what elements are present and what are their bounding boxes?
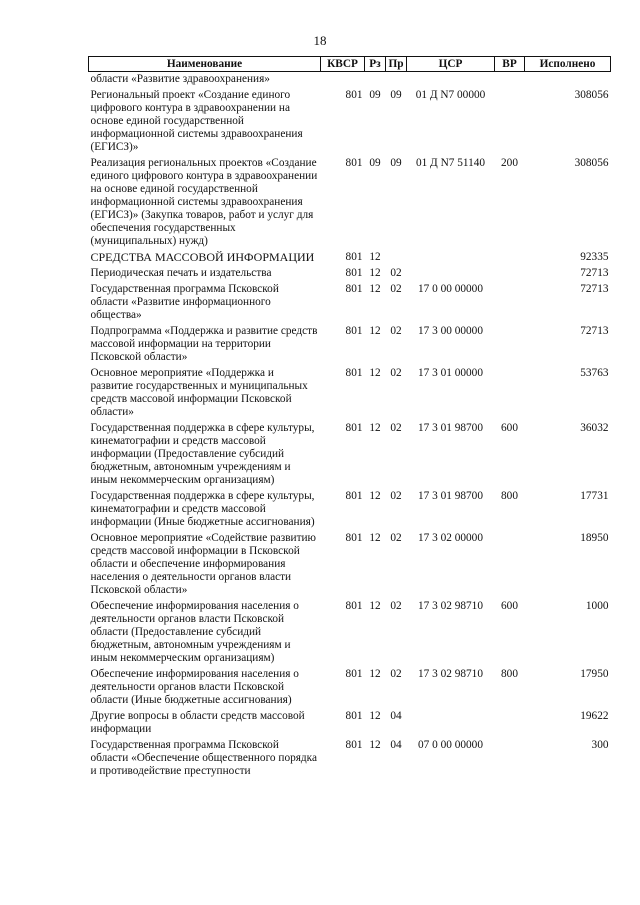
cell-pr: 02 xyxy=(390,668,402,680)
cell-kvsr: 801 xyxy=(345,89,363,101)
cell-executed: 18950 xyxy=(580,532,609,544)
cell-executed: 308056 xyxy=(574,89,609,101)
table-row xyxy=(89,366,611,421)
cell-executed: 92335 xyxy=(580,251,609,263)
table-row xyxy=(89,738,611,780)
cell-csr xyxy=(407,266,495,282)
cell-rz: 12 xyxy=(369,367,381,379)
cell-csr: 17 3 01 00000 xyxy=(418,367,483,379)
cell-vr xyxy=(495,738,525,780)
cell-pr xyxy=(386,250,407,266)
cell-name: Периодическая печать и издательства xyxy=(90,267,272,279)
table-row xyxy=(89,266,611,282)
cell-pr: 02 xyxy=(390,325,402,337)
table-row xyxy=(89,489,611,531)
cell-rz: 12 xyxy=(369,532,381,544)
budget-table xyxy=(88,56,611,780)
cell-csr: 17 3 02 00000 xyxy=(418,532,483,544)
cell-name: Реализация региональных проектов «Создание единого цифрового контура в здравоохранении на основе единой государственной информационной системы здравоохранения (ЕГИСЗ)» (Закупка товаров, работ и услуг для обеспечения государственных (муниципальных) нужд) xyxy=(90,157,318,247)
cell-kvsr: 801 xyxy=(345,532,363,544)
table-row xyxy=(89,599,611,667)
cell-kvsr: 801 xyxy=(345,710,363,722)
cell-kvsr: 801 xyxy=(345,600,363,612)
cell-executed: 300 xyxy=(591,739,609,751)
header-csr: ЦСР xyxy=(407,57,495,72)
cell-rz: 12 xyxy=(369,490,381,502)
cell-name: СРЕДСТВА МАССОВОЙ ИНФОРМАЦИИ xyxy=(90,250,315,264)
cell-name: Обеспечение информирования населения о деятельности органов власти Псковской области (Предоставление субсидий бюджетным, автономным учреждениям и иным некоммерческим организациям) xyxy=(90,600,299,664)
cell-vr xyxy=(495,88,525,156)
table-row xyxy=(89,88,611,156)
cell-rz: 12 xyxy=(369,251,381,263)
header-pr: Пр xyxy=(386,57,407,72)
header-executed: Исполнено xyxy=(525,57,611,72)
cell-csr: 17 3 01 98700 xyxy=(418,490,483,502)
cell-pr: 02 xyxy=(390,283,402,295)
cell-name: области «Развитие здравоохранения» xyxy=(90,73,270,85)
cell-name: Региональный проект «Создание единого цифрового контура в здравоохранении на основе единой государственной информационной системы здравоохранения (ЕГИСЗ)» xyxy=(90,89,303,153)
cell-pr: 09 xyxy=(390,157,402,169)
cell-executed: 17731 xyxy=(580,490,609,502)
table-row xyxy=(89,156,611,250)
cell-rz xyxy=(365,72,386,89)
cell-pr: 04 xyxy=(390,739,402,751)
cell-kvsr: 801 xyxy=(345,422,363,434)
cell-executed: 19622 xyxy=(580,710,609,722)
cell-vr xyxy=(495,250,525,266)
cell-executed: 72713 xyxy=(580,267,609,279)
table-row xyxy=(89,282,611,324)
table-row xyxy=(89,324,611,366)
cell-pr: 02 xyxy=(390,532,402,544)
cell-csr: 17 0 00 00000 xyxy=(418,283,483,295)
cell-kvsr xyxy=(321,72,365,89)
cell-csr xyxy=(407,250,495,266)
cell-rz: 12 xyxy=(369,710,381,722)
cell-kvsr: 801 xyxy=(345,283,363,295)
cell-name: Государственная программа Псковской области «Развитие информационного общества» xyxy=(90,283,279,321)
cell-name: Основное мероприятие «Поддержка и развитие государственных и муниципальных средств массовой информации Псковской области» xyxy=(90,367,308,418)
cell-executed: 72713 xyxy=(580,283,609,295)
cell-name: Государственная поддержка в сфере культуры, кинематографии и средств массовой информации (Иные бюджетные ассигнования) xyxy=(90,490,315,528)
cell-executed: 72713 xyxy=(580,325,609,337)
header-vr: ВР xyxy=(495,57,525,72)
table-row xyxy=(89,667,611,709)
table-row xyxy=(89,72,611,89)
cell-name: Другие вопросы в области средств массовой информации xyxy=(90,710,305,735)
header-rz: Рз xyxy=(365,57,386,72)
cell-pr: 02 xyxy=(390,600,402,612)
cell-vr xyxy=(495,324,525,366)
header-name: Наименование xyxy=(89,57,321,72)
cell-csr: 17 3 00 00000 xyxy=(418,325,483,337)
cell-rz: 09 xyxy=(369,157,381,169)
cell-name: Государственная программа Псковской области «Обеспечение общественного порядка и противодействие преступности xyxy=(90,739,318,777)
cell-vr: 600 xyxy=(501,422,518,434)
cell-pr: 04 xyxy=(390,710,402,722)
cell-pr: 02 xyxy=(390,490,402,502)
cell-vr: 800 xyxy=(501,668,518,680)
cell-kvsr: 801 xyxy=(345,325,363,337)
cell-name: Государственная поддержка в сфере культуры, кинематографии и средств массовой информации (Предоставление субсидий бюджетным, автономным учреждениям и иным некоммерческим организациям) xyxy=(90,422,315,486)
cell-rz: 12 xyxy=(369,422,381,434)
table-row xyxy=(89,531,611,599)
header-kvsr: КВСР xyxy=(321,57,365,72)
cell-csr: 01 Д N7 00000 xyxy=(415,89,486,101)
cell-pr: 02 xyxy=(390,422,402,434)
cell-rz: 12 xyxy=(369,668,381,680)
page-number: 18 xyxy=(313,33,327,48)
cell-csr: 17 3 02 98710 xyxy=(418,600,483,612)
cell-name: Обеспечение информирования населения о деятельности органов власти Псковской области (Иные бюджетные ассигнования) xyxy=(90,668,299,706)
cell-vr: 800 xyxy=(501,490,518,502)
cell-csr: 01 Д N7 51140 xyxy=(415,157,486,169)
cell-name: Подпрограмма «Поддержка и развитие средств массовой информации на территории Псковской области» xyxy=(90,325,318,363)
table-row xyxy=(89,250,611,266)
cell-rz: 12 xyxy=(369,325,381,337)
cell-vr xyxy=(495,282,525,324)
cell-kvsr: 801 xyxy=(345,251,363,263)
cell-executed: 308056 xyxy=(574,157,609,169)
cell-pr: 02 xyxy=(390,267,402,279)
cell-vr: 200 xyxy=(501,157,518,169)
cell-kvsr: 801 xyxy=(345,668,363,680)
cell-pr: 02 xyxy=(390,367,402,379)
cell-executed: 17950 xyxy=(580,668,609,680)
cell-csr: 17 3 01 98700 xyxy=(418,422,483,434)
cell-pr: 09 xyxy=(390,89,402,101)
cell-executed: 1000 xyxy=(585,600,609,612)
cell-vr xyxy=(495,366,525,421)
cell-vr xyxy=(495,531,525,599)
cell-name: Основное мероприятие «Содействие развитию средств массовой информации в Псковской области и обеспечение информирования населения о деятельности органов власти Псковской области» xyxy=(90,532,316,596)
cell-rz: 12 xyxy=(369,283,381,295)
table-row xyxy=(89,709,611,738)
cell-rz: 09 xyxy=(369,89,381,101)
table-row xyxy=(89,421,611,489)
cell-rz: 12 xyxy=(369,267,381,279)
cell-kvsr: 801 xyxy=(345,490,363,502)
cell-rz: 12 xyxy=(369,600,381,612)
cell-kvsr: 801 xyxy=(345,739,363,751)
cell-kvsr: 801 xyxy=(345,267,363,279)
cell-vr: 600 xyxy=(501,600,518,612)
cell-vr xyxy=(495,266,525,282)
cell-csr: 07 0 00 00000 xyxy=(418,739,483,751)
cell-csr xyxy=(407,709,495,738)
table-header-row xyxy=(89,57,611,72)
cell-csr xyxy=(407,72,495,89)
cell-rz: 12 xyxy=(369,739,381,751)
cell-executed xyxy=(525,72,611,89)
cell-csr: 17 3 02 98710 xyxy=(418,668,483,680)
cell-kvsr: 801 xyxy=(345,157,363,169)
cell-executed: 36032 xyxy=(580,422,609,434)
cell-vr xyxy=(495,709,525,738)
cell-pr xyxy=(386,72,407,89)
cell-kvsr: 801 xyxy=(345,367,363,379)
table-body xyxy=(89,72,611,781)
cell-vr xyxy=(495,72,525,89)
cell-executed: 53763 xyxy=(580,367,609,379)
